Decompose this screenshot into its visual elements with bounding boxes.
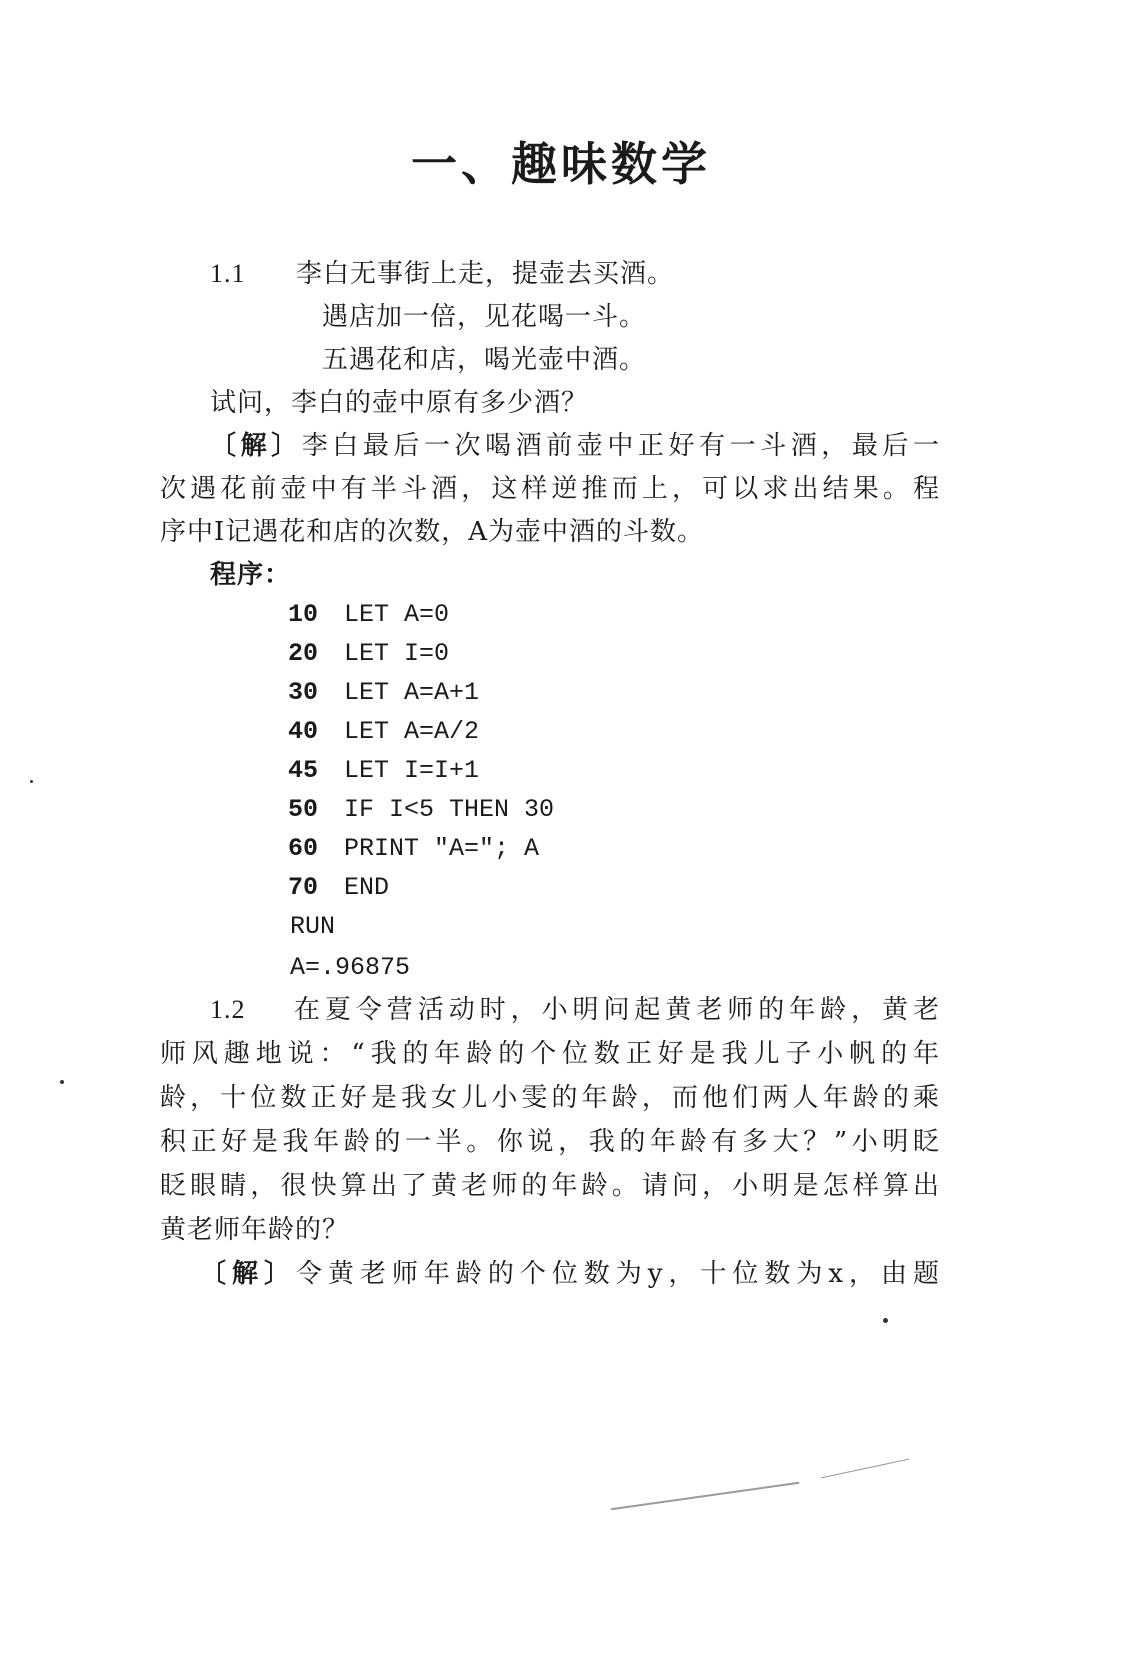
poem-line: 遇店加一倍，见花喝一斗。: [322, 302, 647, 332]
program-line: [288, 832, 539, 866]
line-number: 30: [288, 678, 319, 707]
scan-stroke: [821, 1459, 909, 1479]
solution-line: [210, 428, 940, 464]
solution-label: 〔解〕: [200, 1259, 296, 1289]
scan-speck: [30, 780, 33, 783]
program-output: A=.96875: [290, 953, 411, 982]
program-line: [288, 793, 554, 827]
solution-line: 次遇花前壶中有半斗酒，这样逆推而上，可以求出结果。程: [160, 474, 940, 504]
code-text: LET I=0: [344, 639, 450, 668]
problem-text-line: 眨眼睛，很快算出了黄老师的年龄。请问，小明是怎样算出: [160, 1171, 940, 1201]
poem-line: 五遇花和店，喝光壶中酒。: [322, 345, 647, 375]
question-text: 试问，李白的壶中原有多少酒？: [210, 388, 589, 418]
program-label: 程序：: [210, 560, 292, 590]
code-text: IF I<5 THEN 30: [344, 795, 555, 824]
problem-1-1-first-line: [210, 256, 674, 292]
scan-speck: [883, 1318, 888, 1323]
code-text: LET I=I+1: [344, 756, 480, 785]
run-command: RUN: [290, 912, 336, 941]
code-text: LET A=0: [344, 600, 450, 629]
line-number: 60: [288, 834, 319, 863]
line-number: 40: [288, 717, 319, 746]
line-number: 45: [288, 756, 319, 785]
scan-speck: [60, 1080, 64, 1084]
program-line: [288, 871, 389, 905]
problem-text-line: 龄，十位数正好是我女儿小雯的年龄，而他们两人年龄的乘: [160, 1083, 940, 1113]
program-line: [288, 637, 449, 671]
problem-text-line: 积正好是我年龄的一半。你说，我的年龄有多大？”小明眨: [160, 1127, 940, 1157]
problem-number: 1.1: [210, 259, 246, 288]
problem-text: 在夏令营活动时，小明问起黄老师的年龄，黄老: [290, 995, 940, 1025]
code-text: LET A=A/2: [344, 717, 480, 746]
program-line: [288, 598, 449, 632]
problem-number: 1.2: [210, 995, 246, 1024]
scan-stroke: [611, 1482, 799, 1510]
poem-line: 李白无事街上走，提壶去买酒。: [296, 259, 675, 289]
problem-text-line: 黄老师年龄的？: [160, 1215, 350, 1245]
program-line: [288, 715, 479, 749]
solution-text: 李白最后一次喝酒前壶中正好有一斗酒，最后一: [301, 431, 940, 461]
line-number: 70: [288, 873, 319, 902]
program-line: [288, 754, 479, 788]
problem-1-2-first-line: [210, 992, 940, 1028]
line-number: 20: [288, 639, 319, 668]
code-text: LET A=A+1: [344, 678, 480, 707]
program-line: [288, 676, 479, 710]
solution-label: 〔解〕: [210, 431, 302, 461]
code-text: PRINT "A="; A: [344, 834, 540, 863]
solution-line: 序中I记遇花和店的次数，A为壶中酒的斗数。: [160, 517, 705, 547]
line-number: 10: [288, 600, 319, 629]
line-number: 50: [288, 795, 319, 824]
chapter-title: 一、趣味数学: [411, 137, 711, 191]
code-text: END: [344, 873, 390, 902]
solution-line: [200, 1256, 940, 1292]
solution-text: 令黄老师年龄的个位数为y，十位数为x，由题: [295, 1259, 940, 1289]
problem-text-line: 师风趣地说：“我的年龄的个位数正好是我儿子小帆的年: [160, 1039, 940, 1069]
